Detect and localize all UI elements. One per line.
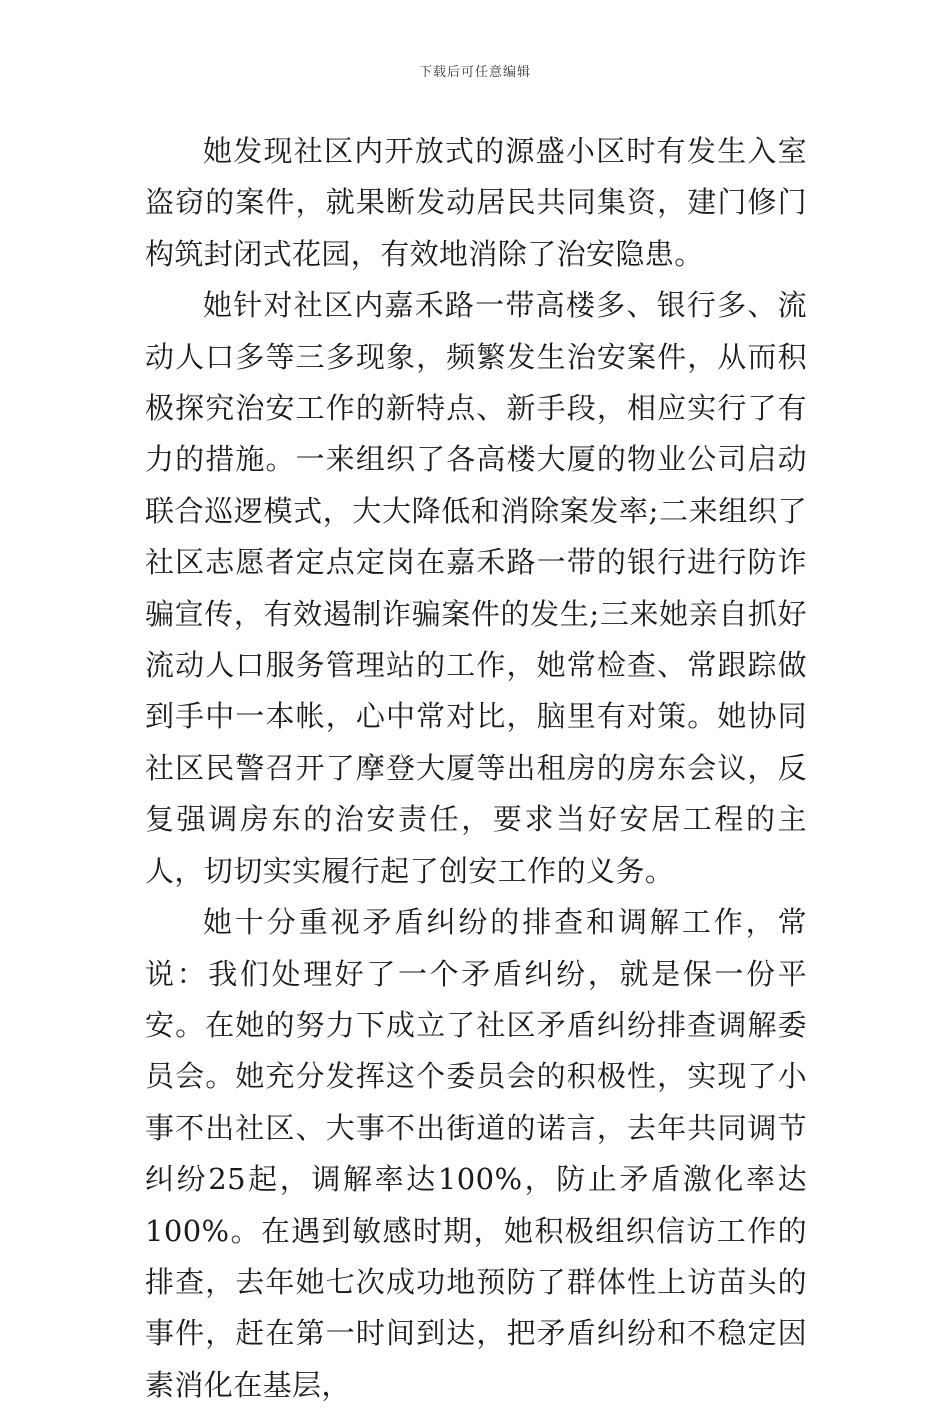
document-body — [145, 126, 807, 1411]
paragraph-3: 她十分重视矛盾纠纷的排查和调解工作，常说：我们处理好了一个矛盾纠纷，就是保一份平安。在她的努力下成立了社区矛盾纠纷排查调解委员会。她充分发挥这个委员会的积极性，实现了小事不出社区、大事不出街道的诺言，去年共同调节纠纷25起，调解率达100%，防止矛盾激化率达100%。在遇到敏感时期，她积极组织信访工作的排查，去年她七次成功地预防了群体性上访苗头的事件，赶在第一时间到达，把矛盾纠纷和不稳定因素消化在基层， — [145, 905, 807, 1402]
paragraph-1: 她发现社区内开放式的源盛小区时有发生入室盗窃的案件，就果断发动居民共同集资，建门修门构筑封闭式花园，有效地消除了治安隐患。 — [145, 134, 807, 271]
page-header-note: 下载后可任意编辑 — [418, 65, 531, 80]
paragraph-2: 她针对社区内嘉禾路一带高楼多、银行多、流动人口多等三多现象，频繁发生治安案件，从而积极探究治安工作的新特点、新手段，相应实行了有力的措施。一来组织了各高楼大厦的物业公司启动联合巡逻模式，大大降低和消除案发率;二来组织了社区志愿者定点定岗在嘉禾路一带的银行进行防诈骗宣传，有效遏制诈骗案件的发生;三来她亲自抓好流动人口服务管理站的工作，她常检查、常跟踪做到手中一本帐，心中常对比，脑里有对策。她协同社区民警召开了摩登大厦等出租房的房东会议，反复强调房东的治安责任，要求当好安居工程的主人，切切实实履行起了创安工作的义务。 — [145, 288, 807, 888]
